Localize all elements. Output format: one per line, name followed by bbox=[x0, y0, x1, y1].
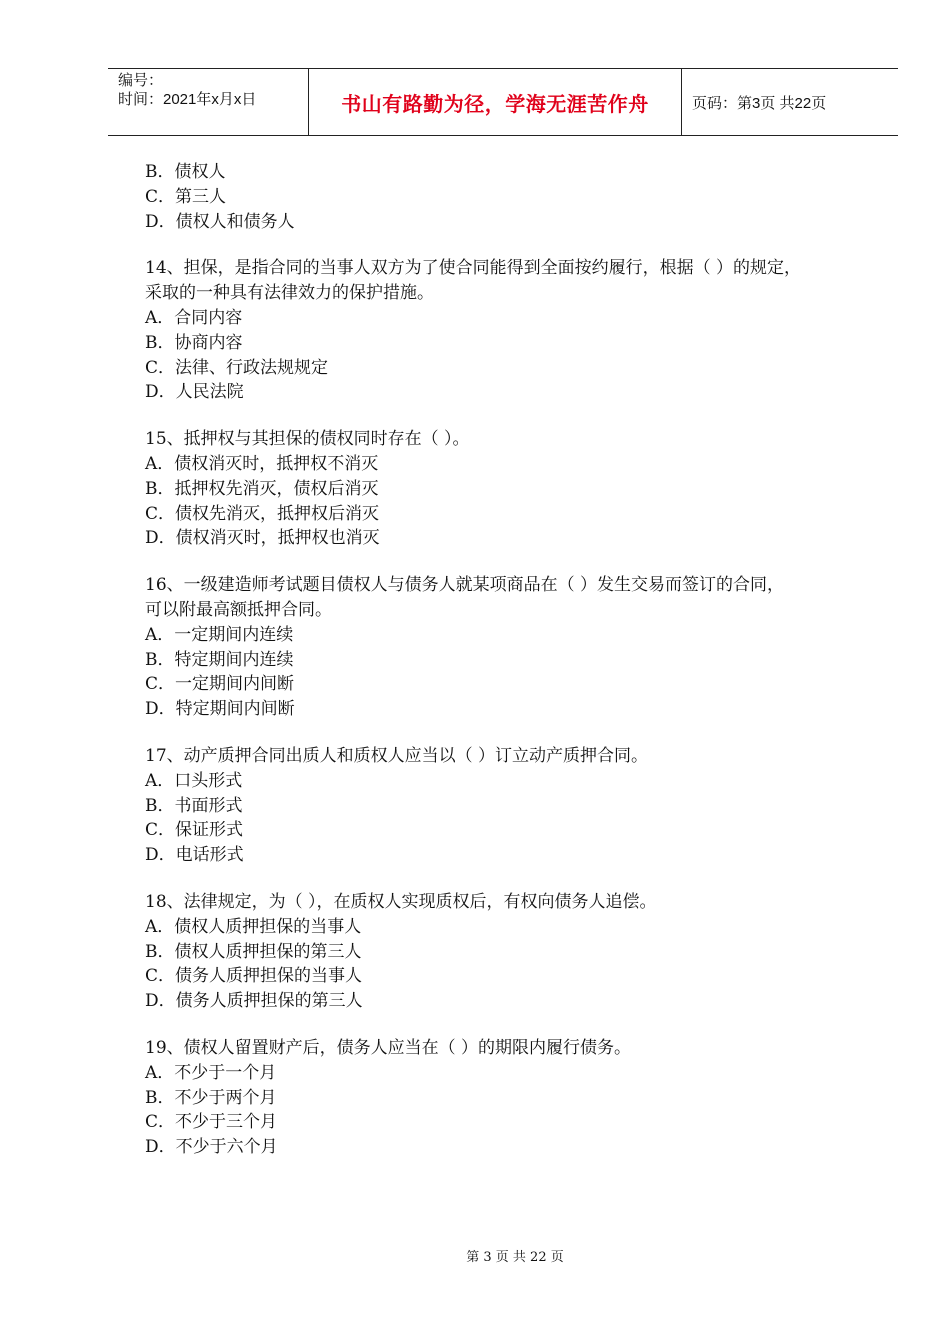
option: B．债权人 bbox=[145, 162, 226, 182]
option: A．一定期间内连续 bbox=[145, 624, 294, 645]
lead-options bbox=[145, 160, 885, 234]
question-stem: 可以附最高额抵押合同。 bbox=[145, 599, 332, 620]
question-stem: 16、一级建造师考试题目债权人与债务人就某项商品在（ ）发生交易而签订的合同， bbox=[145, 575, 785, 596]
option: C．一定期间内间断 bbox=[145, 674, 295, 695]
question-16 bbox=[145, 573, 885, 722]
question-stem: 18、法律规定，为（ ），在质权人实现质权后，有权向债务人追偿。 bbox=[145, 891, 657, 912]
option: C．不少于三个月 bbox=[145, 1112, 278, 1133]
question-17 bbox=[145, 744, 885, 868]
question-stem: 14、担保，是指合同的当事人双方为了使合同能得到全面按约履行，根据（ ）的规定， bbox=[145, 258, 802, 279]
option: A．不少于一个月 bbox=[145, 1062, 277, 1083]
question-stem: 15、抵押权与其担保的债权同时存在（ ）。 bbox=[145, 429, 470, 450]
option: B．抵押权先消灭，债权后消灭 bbox=[145, 478, 379, 499]
header-meta bbox=[108, 69, 309, 135]
question-19 bbox=[145, 1036, 885, 1160]
page-header bbox=[108, 68, 898, 136]
question-stem: 采取的一种具有法律效力的保护措施。 bbox=[145, 283, 434, 304]
page-footer: 第 3 页 共 22 页 bbox=[466, 1250, 564, 1265]
option: A．债权消灭时，抵押权不消灭 bbox=[145, 453, 379, 474]
option: C．债权先消灭，抵押权后消灭 bbox=[145, 503, 380, 524]
option: D．人民法院 bbox=[145, 382, 244, 403]
option: D．电话形式 bbox=[145, 845, 244, 866]
question-stem: 19、债权人留置财产后，债务人应当在（ ）的期限内履行债务。 bbox=[145, 1037, 632, 1058]
header-page-info: 页码：第3页 共22页 bbox=[692, 94, 827, 112]
option: D．债权人和债务人 bbox=[145, 211, 295, 232]
option: C．法律、行政法规规定 bbox=[145, 357, 329, 378]
option: D．债权消灭时，抵押权也消灭 bbox=[145, 528, 380, 549]
option: A．合同内容 bbox=[145, 307, 243, 328]
option: C．保证形式 bbox=[145, 820, 244, 841]
question-18 bbox=[145, 890, 885, 1014]
option: A．口头形式 bbox=[145, 770, 243, 791]
option: B．不少于两个月 bbox=[145, 1087, 277, 1108]
option: B．协商内容 bbox=[145, 332, 243, 353]
question-14 bbox=[145, 256, 885, 405]
document-body bbox=[145, 160, 885, 1160]
option: C．第三人 bbox=[145, 186, 227, 207]
option: B．特定期间内连续 bbox=[145, 649, 294, 670]
option: B．书面形式 bbox=[145, 795, 243, 816]
option: B．债权人质押担保的第三人 bbox=[145, 941, 362, 962]
option: A．债权人质押担保的当事人 bbox=[145, 916, 362, 937]
question-15 bbox=[145, 427, 885, 551]
header-motto: 书山有路勤为径，学海无涯苦作舟 bbox=[309, 69, 682, 135]
number-label: 编号： bbox=[118, 72, 164, 89]
time-label: 时间：2021年x月x日 bbox=[118, 91, 257, 108]
question-stem: 17、动产质押合同出质人和质权人应当以（ ）订立动产质押合同。 bbox=[145, 745, 649, 766]
option: D．债务人质押担保的第三人 bbox=[145, 991, 363, 1012]
option: C．债务人质押担保的当事人 bbox=[145, 966, 363, 987]
option: D．特定期间内间断 bbox=[145, 699, 295, 720]
option: D．不少于六个月 bbox=[145, 1137, 278, 1158]
